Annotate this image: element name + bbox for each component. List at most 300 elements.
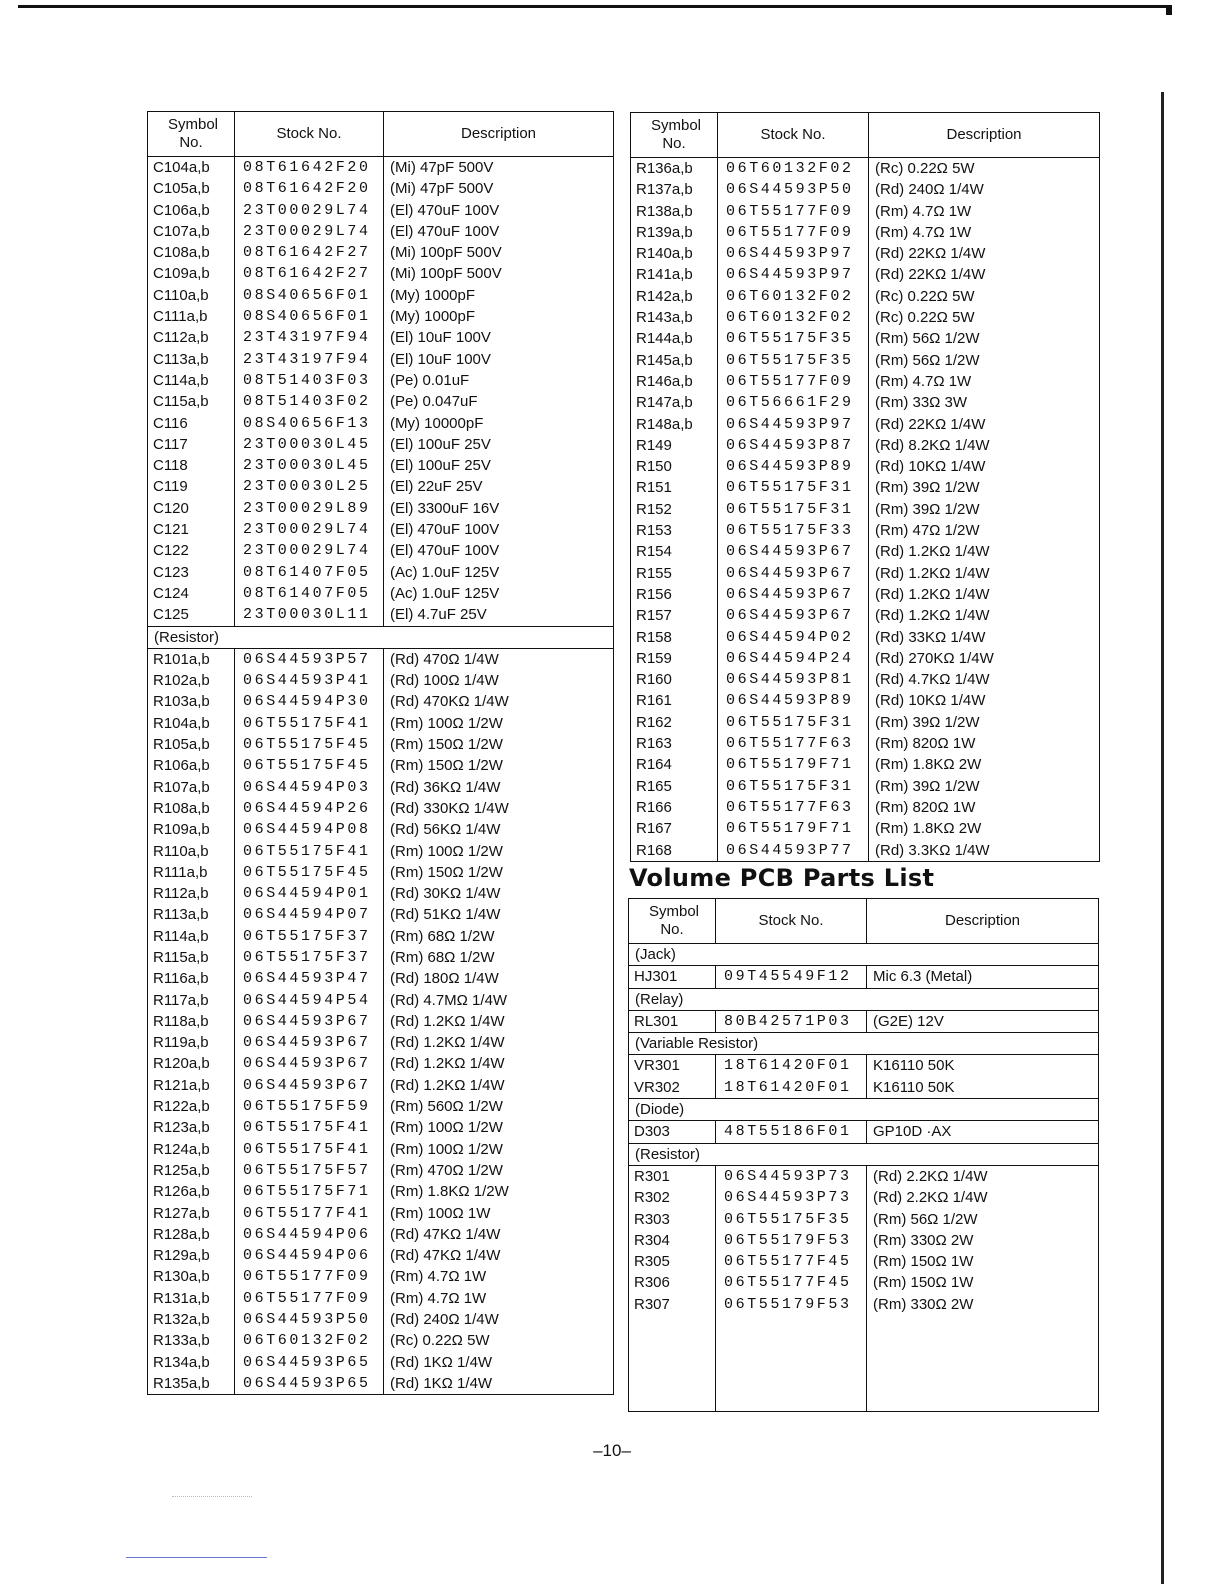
stock-number-cell: 06S44593P97 <box>718 264 869 285</box>
table-row <box>148 242 614 263</box>
table-row <box>148 157 614 179</box>
symbol-cell: C105a,b <box>148 178 235 199</box>
table-row <box>631 690 1100 711</box>
description-cell: (Rd) 4.7KΩ 1/4W <box>869 669 1100 690</box>
stock-number-cell: 23T00029L74 <box>235 540 384 561</box>
symbol-cell: C120 <box>148 498 235 519</box>
symbol-cell: C119 <box>148 476 235 497</box>
stock-number-cell: 08T61642F20 <box>235 157 384 179</box>
symbol-cell: R307 <box>629 1294 716 1315</box>
table-row <box>148 1288 614 1309</box>
description-cell: (Ac) 1.0uF 125V <box>384 562 614 583</box>
description-cell: (El) 10uF 100V <box>384 327 614 348</box>
stock-number-cell: 06S44594P02 <box>718 627 869 648</box>
symbol-cell: R162 <box>631 712 718 733</box>
table-row <box>631 541 1100 562</box>
stock-number-cell: 06S44594P24 <box>718 648 869 669</box>
table-row <box>148 1203 614 1224</box>
stock-number-cell: 06S44593P67 <box>235 1032 384 1053</box>
symbol-cell: C113a,b <box>148 349 235 370</box>
header-symbol: Symbol No. <box>631 113 718 158</box>
table-row <box>629 1055 1099 1077</box>
stock-number-cell: 06S44593P67 <box>235 1075 384 1096</box>
description-cell: (Rd) 47KΩ 1/4W <box>384 1224 614 1245</box>
stock-number-cell: 23T00029L74 <box>235 200 384 221</box>
stock-number-cell: 06T55175F35 <box>716 1209 867 1230</box>
stock-number-cell: 48T55186F01 <box>716 1121 867 1143</box>
symbol-cell: R142a,b <box>631 286 718 307</box>
stock-number-cell: 08T61642F27 <box>235 242 384 263</box>
description-cell: (Rm) 4.7Ω 1W <box>869 201 1100 222</box>
symbol-cell: R132a,b <box>148 1309 235 1330</box>
description-cell: (Rm) 330Ω 2W <box>867 1294 1099 1315</box>
description-cell: (Rm) 1.8KΩ 2W <box>869 754 1100 775</box>
table-row <box>148 862 614 883</box>
description-cell: (Rm) 100Ω 1W <box>384 1203 614 1224</box>
stock-number-cell: 06S44594P06 <box>235 1245 384 1266</box>
stock-number-cell: 06S44593P89 <box>718 456 869 477</box>
table-row <box>631 733 1100 754</box>
parts-table-right <box>630 112 1100 862</box>
table-row <box>148 755 614 776</box>
symbol-cell: C121 <box>148 519 235 540</box>
description-cell: (Rd) 240Ω 1/4W <box>384 1309 614 1330</box>
stock-number-cell: 06T55175F45 <box>235 734 384 755</box>
symbol-cell: R143a,b <box>631 307 718 328</box>
symbol-cell: VR302 <box>629 1077 716 1099</box>
description-cell: (Rd) 33KΩ 1/4W <box>869 627 1100 648</box>
symbol-cell: R129a,b <box>148 1245 235 1266</box>
symbol-cell: R122a,b <box>148 1096 235 1117</box>
table-row <box>148 455 614 476</box>
table-row <box>148 391 614 412</box>
stock-number-cell: 06S44594P26 <box>235 798 384 819</box>
stock-number-cell: 06T55177F41 <box>235 1203 384 1224</box>
symbol-cell: R156 <box>631 584 718 605</box>
stock-number-cell: 06T55175F35 <box>718 350 869 371</box>
table-row <box>148 349 614 370</box>
symbol-cell: R121a,b <box>148 1075 235 1096</box>
symbol-cell: R141a,b <box>631 264 718 285</box>
symbol-cell: C107a,b <box>148 221 235 242</box>
stock-number-cell: 06T60132F02 <box>718 286 869 307</box>
stock-number-cell: 08T61407F05 <box>235 583 384 604</box>
group-label: (Relay) <box>629 988 1099 1010</box>
empty-cell <box>629 1315 716 1412</box>
table-row <box>631 818 1100 839</box>
stock-number-cell: 06T55177F09 <box>718 371 869 392</box>
table-row <box>148 1096 614 1117</box>
stock-number-cell: 06S44593P73 <box>716 1187 867 1208</box>
table-row <box>148 734 614 755</box>
stock-number-cell: 23T00030L25 <box>235 476 384 497</box>
table-row <box>148 883 614 904</box>
symbol-cell: R114a,b <box>148 926 235 947</box>
description-cell: (Rm) 56Ω 1/2W <box>869 328 1100 349</box>
stock-number-cell: 06S44593P67 <box>718 541 869 562</box>
description-cell: (Rm) 39Ω 1/2W <box>869 499 1100 520</box>
description-cell: (Rm) 39Ω 1/2W <box>869 477 1100 498</box>
stock-number-cell: 06S44593P67 <box>718 563 869 584</box>
description-cell: (El) 22uF 25V <box>384 476 614 497</box>
stock-number-cell: 06S44593P67 <box>235 1053 384 1074</box>
symbol-cell: R152 <box>631 499 718 520</box>
symbol-cell: R305 <box>629 1251 716 1272</box>
description-cell: (Rd) 56KΩ 1/4W <box>384 819 614 840</box>
table-row <box>631 328 1100 349</box>
stock-number-cell: 06S44593P97 <box>718 414 869 435</box>
description-cell: (Rc) 0.22Ω 5W <box>869 158 1100 180</box>
table-row <box>148 434 614 455</box>
table-row <box>148 562 614 583</box>
description-cell: (Rm) 100Ω 1/2W <box>384 713 614 734</box>
table-row <box>631 392 1100 413</box>
description-cell: (El) 3300uF 16V <box>384 498 614 519</box>
stock-number-cell: 06T55175F35 <box>718 328 869 349</box>
symbol-cell: R168 <box>631 840 718 862</box>
stock-number-cell: 08S40656F01 <box>235 285 384 306</box>
description-cell: (El) 470uF 100V <box>384 221 614 242</box>
table-row <box>631 499 1100 520</box>
description-cell: (Rm) 39Ω 1/2W <box>869 776 1100 797</box>
description-cell: (My) 1000pF <box>384 285 614 306</box>
symbol-cell: R128a,b <box>148 1224 235 1245</box>
description-cell: (Rc) 0.22Ω 5W <box>384 1330 614 1351</box>
description-cell: (Ac) 1.0uF 125V <box>384 583 614 604</box>
description-cell: (Mi) 47pF 500V <box>384 157 614 179</box>
description-cell: (Rm) 470Ω 1/2W <box>384 1160 614 1181</box>
stock-number-cell: 06S44593P65 <box>235 1352 384 1373</box>
description-cell: (El) 470uF 100V <box>384 540 614 561</box>
stock-number-cell: 06T55175F31 <box>718 477 869 498</box>
description-cell: (El) 10uF 100V <box>384 349 614 370</box>
symbol-cell: R145a,b <box>631 350 718 371</box>
stock-number-cell: 06T55175F71 <box>235 1181 384 1202</box>
stock-number-cell: 06T55177F09 <box>718 201 869 222</box>
description-cell: (Rd) 270KΩ 1/4W <box>869 648 1100 669</box>
symbol-cell: R304 <box>629 1230 716 1251</box>
symbol-cell: R109a,b <box>148 819 235 840</box>
table-row <box>631 201 1100 222</box>
table-row <box>631 158 1100 180</box>
symbol-cell: C112a,b <box>148 327 235 348</box>
page-number: –10– <box>593 1441 631 1460</box>
table-row <box>148 968 614 989</box>
table-row <box>148 285 614 306</box>
stock-number-cell: 06T55177F45 <box>716 1272 867 1293</box>
table-row <box>631 627 1100 648</box>
symbol-cell: R130a,b <box>148 1266 235 1287</box>
description-cell: (El) 100uF 25V <box>384 455 614 476</box>
description-cell: (Rm) 39Ω 1/2W <box>869 712 1100 733</box>
stock-number-cell: 08T51403F02 <box>235 391 384 412</box>
table-row <box>629 1077 1099 1099</box>
description-cell: (Rm) 47Ω 1/2W <box>869 520 1100 541</box>
description-cell: (Rm) 68Ω 1/2W <box>384 947 614 968</box>
stock-number-cell: 06T55177F63 <box>718 733 869 754</box>
stock-number-cell: 06S44594P54 <box>235 990 384 1011</box>
symbol-cell: R302 <box>629 1187 716 1208</box>
group-row <box>629 988 1099 1010</box>
description-cell: (Rd) 1.2KΩ 1/4W <box>869 541 1100 562</box>
stock-number-cell: 06T55175F59 <box>235 1096 384 1117</box>
symbol-cell: R108a,b <box>148 798 235 819</box>
description-cell: (Rm) 100Ω 1/2W <box>384 1117 614 1138</box>
stock-number-cell: 06S44593P89 <box>718 690 869 711</box>
table-row <box>148 841 614 862</box>
symbol-cell: C124 <box>148 583 235 604</box>
symbol-cell: R301 <box>629 1165 716 1187</box>
stock-number-cell: 08S40656F13 <box>235 413 384 434</box>
table-row <box>631 648 1100 669</box>
symbol-cell: R158 <box>631 627 718 648</box>
symbol-cell: R151 <box>631 477 718 498</box>
symbol-cell: R146a,b <box>631 371 718 392</box>
symbol-cell: C111a,b <box>148 306 235 327</box>
description-cell: (Rm) 100Ω 1/2W <box>384 1139 614 1160</box>
stock-number-cell: 06S44594P03 <box>235 777 384 798</box>
table-row <box>148 1139 614 1160</box>
stock-number-cell: 06S44593P73 <box>716 1165 867 1187</box>
symbol-cell: R160 <box>631 669 718 690</box>
symbol-cell: R144a,b <box>631 328 718 349</box>
stock-number-cell: 06S44593P57 <box>235 648 384 670</box>
description-cell: (El) 470uF 100V <box>384 200 614 221</box>
symbol-cell: R140a,b <box>631 243 718 264</box>
symbol-cell: R167 <box>631 818 718 839</box>
table-row <box>148 1224 614 1245</box>
description-cell: GP10D ·AX <box>867 1121 1099 1143</box>
symbol-cell: C122 <box>148 540 235 561</box>
description-cell: (Rm) 1.8KΩ 1/2W <box>384 1181 614 1202</box>
description-cell: (Rm) 150Ω 1/2W <box>384 862 614 883</box>
stock-number-cell: 80B42571P03 <box>716 1010 867 1032</box>
stock-number-cell: 06S44594P30 <box>235 691 384 712</box>
table-row <box>631 776 1100 797</box>
description-cell: (Rd) 1KΩ 1/4W <box>384 1352 614 1373</box>
description-cell: (Rm) 4.7Ω 1W <box>869 222 1100 243</box>
description-cell: (Pe) 0.047uF <box>384 391 614 412</box>
table-row <box>148 1032 614 1053</box>
symbol-cell: R147a,b <box>631 392 718 413</box>
symbol-cell: R303 <box>629 1209 716 1230</box>
table-row <box>631 797 1100 818</box>
table-row <box>629 1209 1099 1230</box>
stock-number-cell: 23T00029L74 <box>235 221 384 242</box>
symbol-cell: C115a,b <box>148 391 235 412</box>
symbol-cell: R131a,b <box>148 1288 235 1309</box>
group-label: (Jack) <box>629 944 1099 966</box>
description-cell: (Rd) 22KΩ 1/4W <box>869 243 1100 264</box>
symbol-cell: R120a,b <box>148 1053 235 1074</box>
table-row <box>631 243 1100 264</box>
symbol-cell: R150 <box>631 456 718 477</box>
description-cell: (Rm) 820Ω 1W <box>869 733 1100 754</box>
table-row <box>148 1330 614 1351</box>
table-row <box>148 904 614 925</box>
empty-cell <box>716 1315 867 1412</box>
parts-table-volume <box>628 898 1099 1412</box>
table-row <box>631 605 1100 626</box>
table-row <box>629 1251 1099 1272</box>
symbol-cell: R113a,b <box>148 904 235 925</box>
stock-number-cell: 18T61420F01 <box>716 1077 867 1099</box>
stock-number-cell: 06T55179F53 <box>716 1294 867 1315</box>
symbol-cell: R101a,b <box>148 648 235 670</box>
symbol-cell: C108a,b <box>148 242 235 263</box>
table-row <box>148 713 614 734</box>
table-row <box>148 413 614 434</box>
table-row <box>148 691 614 712</box>
description-cell: (Rd) 330KΩ 1/4W <box>384 798 614 819</box>
description-cell: (G2E) 12V <box>867 1010 1099 1032</box>
table-row <box>148 1181 614 1202</box>
stock-number-cell: 06T60132F02 <box>718 307 869 328</box>
table-header <box>629 899 1099 944</box>
table-row <box>148 1266 614 1287</box>
table-row <box>148 1117 614 1138</box>
table-row <box>631 563 1100 584</box>
table-row <box>631 456 1100 477</box>
symbol-cell: C110a,b <box>148 285 235 306</box>
description-cell: (Rd) 51KΩ 1/4W <box>384 904 614 925</box>
table-row <box>631 712 1100 733</box>
stock-number-cell: 06S44593P81 <box>718 669 869 690</box>
description-cell: (Rm) 4.7Ω 1W <box>384 1288 614 1309</box>
stock-number-cell: 06T55175F31 <box>718 712 869 733</box>
stock-number-cell: 06S44593P65 <box>235 1373 384 1395</box>
description-cell: (Mi) 100pF 500V <box>384 242 614 263</box>
symbol-cell: R123a,b <box>148 1117 235 1138</box>
symbol-cell: R107a,b <box>148 777 235 798</box>
table-row <box>148 819 614 840</box>
stock-number-cell: 06T55175F41 <box>235 713 384 734</box>
table-row <box>148 604 614 626</box>
header-symbol: Symbol No. <box>148 112 235 157</box>
header-symbol: Symbol No. <box>629 899 716 944</box>
stock-number-cell: 06T55175F37 <box>235 947 384 968</box>
group-row <box>629 944 1099 966</box>
table-row <box>148 990 614 1011</box>
top-rule <box>18 5 1168 8</box>
symbol-cell: R159 <box>631 648 718 669</box>
symbol-cell: VR301 <box>629 1055 716 1077</box>
description-cell: (Rd) 470Ω 1/4W <box>384 648 614 670</box>
table-row <box>631 371 1100 392</box>
stock-number-cell: 06T60132F02 <box>718 158 869 180</box>
symbol-cell: R137a,b <box>631 179 718 200</box>
table-row <box>148 1352 614 1373</box>
table-row <box>148 263 614 284</box>
symbol-cell: C125 <box>148 604 235 626</box>
group-row <box>148 626 614 648</box>
description-cell: (El) 100uF 25V <box>384 434 614 455</box>
stock-number-cell: 06T55175F31 <box>718 776 869 797</box>
table-row <box>148 1075 614 1096</box>
table-row <box>148 476 614 497</box>
table-row <box>631 435 1100 456</box>
description-cell: (Rd) 10KΩ 1/4W <box>869 456 1100 477</box>
symbol-cell: R117a,b <box>148 990 235 1011</box>
description-cell: (Rm) 1.8KΩ 2W <box>869 818 1100 839</box>
description-cell: (Rm) 330Ω 2W <box>867 1230 1099 1251</box>
header-description: Description <box>867 899 1099 944</box>
description-cell: (Rd) 180Ω 1/4W <box>384 968 614 989</box>
header-description: Description <box>869 113 1100 158</box>
description-cell: (Rd) 1KΩ 1/4W <box>384 1373 614 1395</box>
symbol-cell: R124a,b <box>148 1139 235 1160</box>
symbol-cell: C117 <box>148 434 235 455</box>
stock-number-cell: 06T55177F63 <box>718 797 869 818</box>
description-cell: (Rm) 4.7Ω 1W <box>869 371 1100 392</box>
symbol-cell: R153 <box>631 520 718 541</box>
table-row <box>629 966 1099 988</box>
symbol-cell: C118 <box>148 455 235 476</box>
scan-mark <box>126 1557 267 1558</box>
description-cell: (Rd) 47KΩ 1/4W <box>384 1245 614 1266</box>
stock-number-cell: 23T00030L45 <box>235 455 384 476</box>
symbol-cell: R138a,b <box>631 201 718 222</box>
description-cell: (Rd) 1.2KΩ 1/4W <box>384 1053 614 1074</box>
symbol-cell: C109a,b <box>148 263 235 284</box>
description-cell: (Rd) 8.2KΩ 1/4W <box>869 435 1100 456</box>
description-cell: (Rm) 4.7Ω 1W <box>384 1266 614 1287</box>
description-cell: (El) 4.7uF 25V <box>384 604 614 626</box>
table-row <box>631 584 1100 605</box>
stock-number-cell: 06S44594P01 <box>235 883 384 904</box>
table-row <box>148 540 614 561</box>
symbol-cell: R112a,b <box>148 883 235 904</box>
description-cell: (Rm) 150Ω 1/2W <box>384 734 614 755</box>
description-cell: (Rd) 30KΩ 1/4W <box>384 883 614 904</box>
table-row <box>148 498 614 519</box>
table-row <box>148 1011 614 1032</box>
table-row <box>148 583 614 604</box>
group-label: (Resistor) <box>148 626 614 648</box>
description-cell: (Rm) 150Ω 1W <box>867 1251 1099 1272</box>
stock-number-cell: 18T61420F01 <box>716 1055 867 1077</box>
group-label: (Diode) <box>629 1099 1099 1121</box>
stock-number-cell: 23T00029L74 <box>235 519 384 540</box>
description-cell: Mic 6.3 (Metal) <box>867 966 1099 988</box>
symbol-cell: R155 <box>631 563 718 584</box>
table-row <box>629 1187 1099 1208</box>
volume-pcb-title: Volume PCB Parts List <box>629 864 935 892</box>
table-row <box>631 754 1100 775</box>
scan-artifact <box>172 1496 252 1498</box>
table-row <box>148 370 614 391</box>
stock-number-cell: 09T45549F12 <box>716 966 867 988</box>
table-row <box>148 670 614 691</box>
symbol-cell: R306 <box>629 1272 716 1293</box>
stock-number-cell: 06T55177F45 <box>716 1251 867 1272</box>
table-row <box>148 519 614 540</box>
table-row <box>631 307 1100 328</box>
table-row <box>148 327 614 348</box>
table-header <box>631 113 1100 158</box>
description-cell: (Rd) 2.2KΩ 1/4W <box>867 1187 1099 1208</box>
symbol-cell: R105a,b <box>148 734 235 755</box>
stock-number-cell: 06S44593P50 <box>718 179 869 200</box>
symbol-cell: HJ301 <box>629 966 716 988</box>
symbol-cell: RL301 <box>629 1010 716 1032</box>
empty-row <box>629 1315 1099 1412</box>
table-row <box>629 1294 1099 1315</box>
symbol-cell: R106a,b <box>148 755 235 776</box>
header-stock: Stock No. <box>718 113 869 158</box>
description-cell: (Rm) 33Ω 3W <box>869 392 1100 413</box>
stock-number-cell: 06S44594P07 <box>235 904 384 925</box>
